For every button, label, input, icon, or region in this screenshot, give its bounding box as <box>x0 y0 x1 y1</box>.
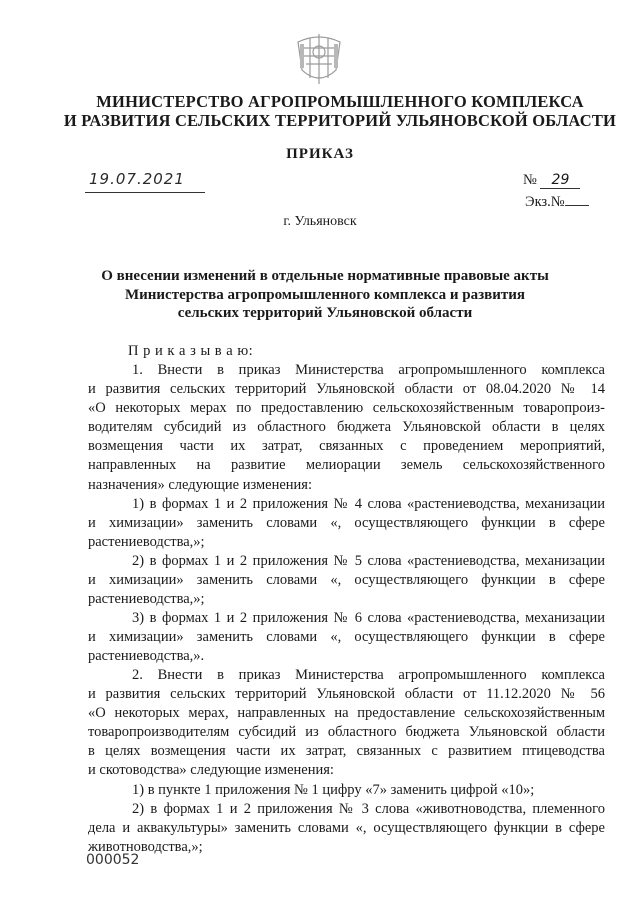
order-number-label: № <box>523 172 537 188</box>
order-number <box>523 172 580 189</box>
prikazyvayu-heading: П р и к а з ы в а ю: <box>128 343 254 359</box>
order-date: 19.07.2021 <box>85 170 205 193</box>
order-title-line3: сельских территорий Ульяновской области <box>177 305 473 321</box>
order-title-line1: О внесении изменений в отдельные нормативные правовые акты <box>101 268 549 284</box>
document-type-heading: ПРИКАЗ <box>286 146 354 162</box>
copy-number <box>525 193 589 211</box>
coat-of-arms-emblem-icon <box>290 30 348 88</box>
copy-number-label: Экз.№ <box>525 194 565 210</box>
paragraph-2-item-1: 1) в пункте 1 приложения № 1 цифру «7» заменить цифрой «10»; <box>132 782 535 798</box>
order-number-value: 29 <box>540 172 580 189</box>
paragraph-2: 2. Внести в приказ Министерства агропромышленного комплекса и развития сельских территорий Ульяновской области от 11.12.2020 № 56 «О некоторых мерах, направленных на предоставление сельскохозяйственным товаропроизводителям субсидий из областного бюджета Ульяновской области в целях возмещения части их затрат, связанных с развитием птицеводства и скотоводства» следующие изменения: <box>88 667 605 779</box>
paragraph-1-item-3: 3) в формах 1 и 2 приложения № 6 слова «растениеводства, механизации и химизации» заменить словами «, осуществляющего функции в сфере растениеводства,». <box>88 610 605 665</box>
city-name: г. Ульяновск <box>283 214 357 229</box>
order-title-line2: Министерства агропромышленного комплекса и развития <box>124 287 526 303</box>
paragraph-1-item-1: 1) в формах 1 и 2 приложения № 4 слова «растениеводства, механизации и химизации» заменить словами «, осуществляющего функции в сфере растениеводства,»; <box>88 496 605 551</box>
form-code: 000052 <box>86 852 140 868</box>
ministry-name-line2: И РАЗВИТИЯ СЕЛЬСКИХ ТЕРРИТОРИЙ УЛЬЯНОВСКОЙ ОБЛАСТИ <box>63 111 617 130</box>
ministry-name-line1: МИНИСТЕРСТВО АГРОПРОМЫШЛЕННОГО КОМПЛЕКСА <box>96 92 584 111</box>
paragraph-2-item-2: 2) в формах 1 и 2 приложения № 3 слова «животноводства, племенного дела и аквакультуры» заменить словами «, осуществляющего функции в сфере животноводства,»; <box>88 801 605 856</box>
copy-number-blank <box>565 193 589 206</box>
paragraph-1: 1. Внести в приказ Министерства агропромышленного комплекса и развития сельских территорий Ульяновской области от 08.04.2020 № 14 «О некоторых мерах по предоставлению сельскохозяйственным товаропроиз- водителям субсидий из областного бюджета Ульяновской области в целях возмещения части их затрат, связанных с проведением мероприятий, направленных на развитие мелиорации земель сельскохозяйственного назначения» следующие изменения: <box>88 362 605 493</box>
paragraph-1-item-2: 2) в формах 1 и 2 приложения № 5 слова «растениеводства, механизации и химизации» заменить словами «, осуществляющего функции в сфере растениеводства,»; <box>88 553 605 608</box>
